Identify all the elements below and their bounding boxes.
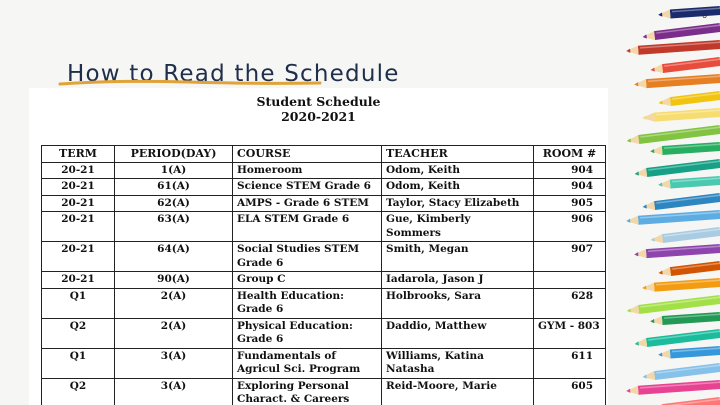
cell-room: 628 (534, 288, 606, 318)
cell-teacher: Holbrooks, Sara (382, 288, 534, 318)
cell-course: Social Studies STEM Grade 6 (233, 242, 382, 272)
cell-room (534, 272, 606, 289)
cell-room: 904 (534, 162, 606, 179)
cell-term: 20-21 (42, 195, 115, 212)
schedule-table (41, 145, 606, 405)
cell-term: 20-21 (42, 162, 115, 179)
column-header-period: PERIOD(DAY) (115, 146, 233, 163)
pencil (626, 210, 720, 226)
schedule-document (29, 88, 608, 405)
table-row (42, 378, 606, 405)
pencil (650, 57, 720, 74)
column-header-teacher: TEACHER (382, 146, 534, 163)
pencil (642, 363, 720, 381)
cell-room: 904 (534, 179, 606, 196)
cell-term: Q2 (42, 378, 115, 405)
table-row (42, 348, 606, 378)
cell-teacher: Taylor, Stacy Elizabeth (382, 195, 534, 212)
table-row (42, 179, 606, 196)
cell-room: 905 (534, 195, 606, 212)
cell-period: 2(A) (115, 318, 233, 348)
cell-period: 61(A) (115, 179, 233, 196)
cell-teacher: Williams, Katina Natasha (382, 348, 534, 378)
pencil (642, 108, 720, 122)
schedule-year: 2020-2021 (281, 109, 356, 124)
pencil (626, 125, 720, 145)
cell-period: 90(A) (115, 272, 233, 289)
cell-term: 20-21 (42, 179, 115, 196)
pencil (626, 380, 720, 396)
table-row (42, 212, 606, 242)
table-row (42, 272, 606, 289)
cell-course: Science STEM Grade 6 (233, 179, 382, 196)
cell-teacher: Smith, Megan (382, 242, 534, 272)
cell-term: 20-21 (42, 212, 115, 242)
pencil (650, 227, 720, 244)
cell-course: Physical Education: Grade 6 (233, 318, 382, 348)
cell-period: 62(A) (115, 195, 233, 212)
cell-room: 907 (534, 242, 606, 272)
pencil (634, 159, 720, 178)
cell-period: 1(A) (115, 162, 233, 179)
table-row (42, 288, 606, 318)
cell-period: 64(A) (115, 242, 233, 272)
cell-room: 906 (534, 212, 606, 242)
cell-course: Health Education: Grade 6 (233, 288, 382, 318)
pencil (658, 176, 720, 189)
pencil (626, 295, 720, 315)
slide-title: How to Read the Schedule (67, 61, 400, 88)
cell-period: 2(A) (115, 288, 233, 318)
pencil (650, 312, 720, 326)
cell-course: AMPS - Grade 6 STEM (233, 195, 382, 212)
cell-course: ELA STEM Grade 6 (233, 212, 382, 242)
cell-teacher: Gue, Kimberly Sommers (382, 212, 534, 242)
colored-pencils-decoration (610, 0, 720, 405)
cell-period: 63(A) (115, 212, 233, 242)
pencil (658, 91, 720, 107)
pencil (634, 329, 720, 348)
cell-room: 611 (534, 348, 606, 378)
pencil (626, 40, 720, 56)
cell-course: Exploring Personal Charact. & Careers (233, 378, 382, 405)
cell-term: Q2 (42, 318, 115, 348)
cell-period: 3(A) (115, 378, 233, 405)
cell-teacher: Odom, Keith (382, 179, 534, 196)
pencil (634, 244, 720, 259)
pencil (658, 346, 720, 359)
cell-teacher: Iadarola, Jason J (382, 272, 534, 289)
pencil (650, 142, 720, 156)
pencil (642, 193, 720, 211)
cell-room: 605 (534, 378, 606, 405)
cell-term: Q1 (42, 288, 115, 318)
schedule-title: Student Schedule (256, 94, 381, 109)
cell-course: Group C (233, 272, 382, 289)
table-row (42, 242, 606, 272)
pencil (642, 278, 720, 292)
pencil (634, 74, 720, 89)
cell-teacher: Daddio, Matthew (382, 318, 534, 348)
title-underline (58, 78, 323, 88)
column-header-term: TERM (42, 146, 115, 163)
cell-course: Fundamentals of Agricul Sci. Program (233, 348, 382, 378)
cell-term: 20-21 (42, 242, 115, 272)
table-header-row (42, 146, 606, 163)
table-row (42, 162, 606, 179)
table-row (42, 318, 606, 348)
cell-course: Homeroom (233, 162, 382, 179)
pencil (650, 397, 720, 405)
column-header-room: ROOM # (534, 146, 606, 163)
pencil (642, 23, 720, 41)
cell-period: 3(A) (115, 348, 233, 378)
column-header-course: COURSE (233, 146, 382, 163)
cell-term: 20-21 (42, 272, 115, 289)
table-row (42, 195, 606, 212)
pencil (658, 261, 720, 277)
cell-room: GYM - 803 (534, 318, 606, 348)
cell-teacher: Odom, Keith (382, 162, 534, 179)
pencil (658, 6, 720, 19)
cell-term: Q1 (42, 348, 115, 378)
cell-teacher: Reid-Moore, Marie (382, 378, 534, 405)
